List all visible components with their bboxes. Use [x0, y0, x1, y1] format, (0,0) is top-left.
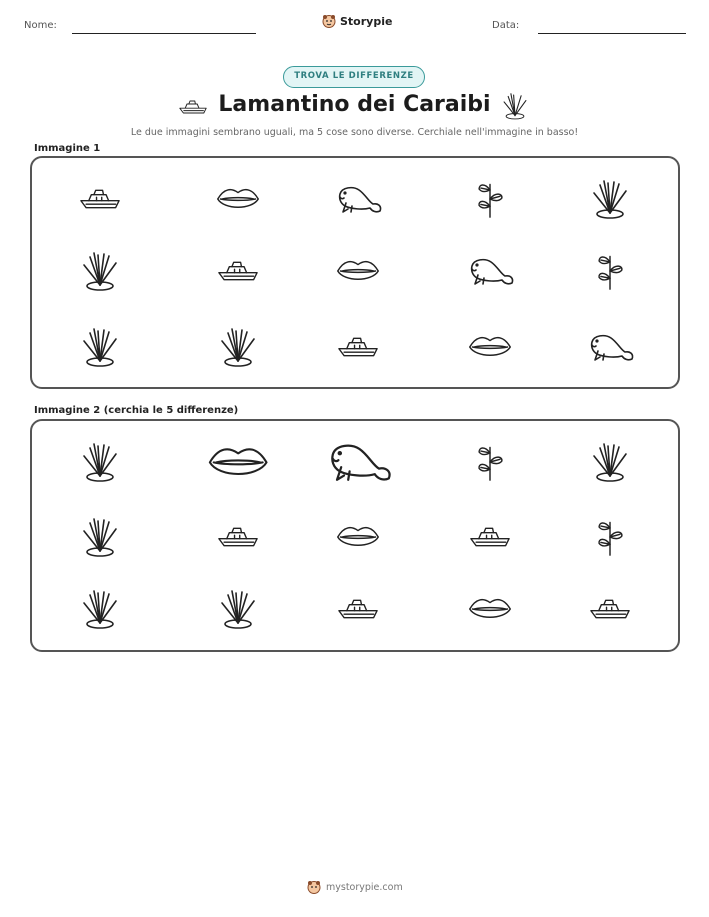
- boat-icon[interactable]: [467, 524, 513, 550]
- grass-icon[interactable]: [80, 439, 120, 485]
- lips-icon[interactable]: [467, 593, 513, 625]
- boat-icon[interactable]: [335, 596, 381, 622]
- manatee-icon: [465, 252, 515, 290]
- brand-name: Storypie: [340, 14, 393, 28]
- grass-icon: [501, 91, 529, 121]
- manatee-icon: [585, 328, 635, 366]
- brand-logo: [322, 14, 392, 28]
- plant-icon: [593, 251, 627, 291]
- plant-icon[interactable]: [473, 442, 507, 482]
- plant-icon[interactable]: [593, 517, 627, 557]
- image1-label: Immagine 1: [34, 143, 101, 154]
- grass-icon: [218, 324, 258, 370]
- activity-badge: TROVA LE DIFFERENZE: [283, 66, 425, 88]
- storypie-mascot-icon: [322, 14, 336, 28]
- lips-icon: [335, 255, 381, 287]
- footer-url: mystorypie.com: [326, 881, 403, 893]
- grass-icon[interactable]: [218, 586, 258, 632]
- grass-icon[interactable]: [590, 439, 630, 485]
- plant-icon: [473, 179, 507, 219]
- manatee-icon: [333, 180, 383, 218]
- grass-icon[interactable]: [80, 514, 120, 560]
- image2-label: Immagine 2 (cerchia le 5 differenze): [34, 405, 239, 416]
- page-title: Lamantino dei Caraibi: [218, 92, 491, 117]
- date-label: Data:: [492, 20, 520, 31]
- boat-icon[interactable]: [215, 524, 261, 550]
- date-field[interactable]: [538, 33, 686, 34]
- boat-icon: [335, 334, 381, 360]
- footer: [307, 880, 403, 894]
- boat-icon[interactable]: [587, 596, 633, 622]
- name-field[interactable]: [72, 33, 256, 34]
- lips-icon: [215, 183, 261, 215]
- grass-icon: [80, 324, 120, 370]
- lips-icon: [467, 331, 513, 363]
- boat-icon: [77, 186, 123, 212]
- boat-icon: [215, 258, 261, 284]
- lips-icon[interactable]: [206, 440, 270, 485]
- grass-icon: [80, 248, 120, 294]
- name-label: Nome:: [24, 20, 57, 31]
- manatee-icon[interactable]: [323, 435, 393, 488]
- grass-icon: [590, 176, 630, 222]
- grass-icon[interactable]: [80, 586, 120, 632]
- instructions: Le due immagini sembrano uguali, ma 5 cose sono diverse. Cerchiale nell'immagine in basso!: [130, 127, 579, 138]
- storypie-mascot-icon: [307, 880, 321, 894]
- lips-icon[interactable]: [335, 521, 381, 553]
